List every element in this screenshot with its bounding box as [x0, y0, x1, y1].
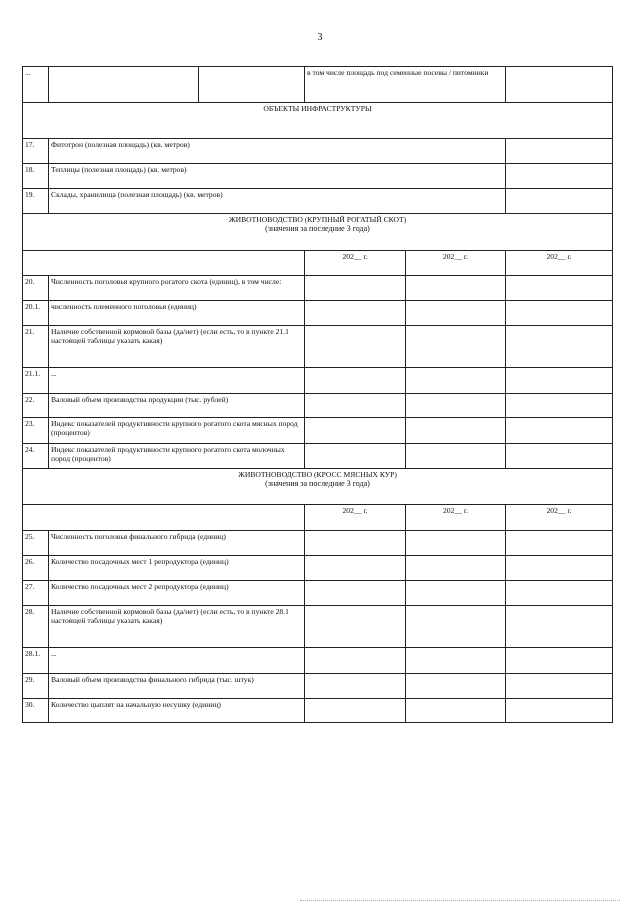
value-cell[interactable] — [305, 648, 406, 674]
value-cell[interactable] — [406, 326, 506, 368]
value-cell[interactable] — [305, 368, 406, 394]
value-cell[interactable] — [406, 394, 506, 418]
table-row — [23, 418, 613, 444]
row-label: Валовый объем производства финального гибрида (тыс. штук) — [49, 674, 305, 699]
year-header: 202__ г. — [506, 251, 613, 276]
section-title-infrastructure: ОБЪЕКТЫ ИНФРАСТРУКТУРЫ — [23, 103, 613, 139]
table-row — [23, 326, 613, 368]
section-title-cattle: ЖИВОТНОВОДСТВО (КРУПНЫЙ РОГАТЫЙ СКОТ) (значения за последние 3 года) — [23, 214, 613, 251]
year-header: 202__ г. — [506, 505, 613, 531]
row-number: ... — [23, 67, 49, 103]
row-label: Численность поголовья крупного рогатого скота (единиц), в том числе: — [49, 276, 305, 301]
value-cell[interactable] — [305, 418, 406, 444]
page-number: 3 — [317, 32, 323, 43]
row-number: 25. — [23, 531, 49, 556]
value-cell[interactable] — [406, 606, 506, 648]
value-cell[interactable] — [406, 674, 506, 699]
row-number: 27. — [23, 581, 49, 606]
table-row — [23, 276, 613, 301]
row-number: 23. — [23, 418, 49, 444]
row-number: 19. — [23, 189, 49, 214]
table-row — [23, 189, 613, 214]
row-number: 20.1. — [23, 301, 49, 326]
table-row — [23, 301, 613, 326]
empty-cell — [23, 251, 305, 276]
value-cell[interactable] — [305, 444, 406, 469]
value-cell[interactable] — [305, 581, 406, 606]
row-number: 30. — [23, 699, 49, 723]
value-cell[interactable] — [506, 368, 613, 394]
value-cell[interactable] — [506, 301, 613, 326]
table-row — [23, 444, 613, 469]
value-cell[interactable] — [406, 301, 506, 326]
value-cell[interactable] — [305, 276, 406, 301]
table-row — [23, 67, 613, 103]
value-cell[interactable] — [305, 394, 406, 418]
row-label: Индекс показателей продуктивности крупного рогатого скота молочных пород (процентов) — [49, 444, 305, 469]
row-number: 21. — [23, 326, 49, 368]
scan-edge-strip — [300, 900, 620, 904]
value-cell[interactable] — [406, 531, 506, 556]
row-label: Теплицы (полезная площадь) (кв. метров) — [49, 164, 506, 189]
row-number: 24. — [23, 444, 49, 469]
row-label: Наличие собственной кормовой базы (да/нет) (если есть, то в пункте 28.1 настоящей таблицы указать какая) — [49, 606, 305, 648]
section-subtitle: (значения за последние 3 года) — [265, 479, 370, 488]
table-row — [23, 674, 613, 699]
table-row — [23, 368, 613, 394]
value-cell[interactable] — [506, 276, 613, 301]
value-cell[interactable] — [406, 556, 506, 581]
value-cell[interactable] — [506, 531, 613, 556]
section-subtitle: (значения за последние 3 года) — [265, 224, 370, 233]
value-cell[interactable] — [406, 581, 506, 606]
row-label: численность племенного поголовья (единиц) — [49, 301, 305, 326]
value-cell[interactable] — [406, 276, 506, 301]
value-cell[interactable] — [406, 418, 506, 444]
value-cell[interactable] — [506, 581, 613, 606]
table-row — [23, 139, 613, 164]
table-row — [23, 606, 613, 648]
row-number: 20. — [23, 276, 49, 301]
row-label: Количество цыплят на начальную несушку (единиц) — [49, 699, 305, 723]
table-row — [23, 164, 613, 189]
value-cell[interactable] — [506, 699, 613, 723]
value-cell[interactable] — [506, 606, 613, 648]
row-number: 17. — [23, 139, 49, 164]
year-header: 202__ г. — [406, 505, 506, 531]
value-cell[interactable] — [305, 531, 406, 556]
value-cell[interactable] — [506, 67, 613, 103]
row-label: Численность поголовья финального гибрида (единиц) — [49, 531, 305, 556]
row-number: 18. — [23, 164, 49, 189]
value-cell[interactable] — [506, 674, 613, 699]
value-cell[interactable] — [506, 189, 613, 214]
value-cell[interactable] — [406, 444, 506, 469]
year-header: 202__ г. — [305, 505, 406, 531]
table-row — [23, 648, 613, 674]
value-cell[interactable] — [506, 418, 613, 444]
row-number: 21.1. — [23, 368, 49, 394]
empty-cell[interactable] — [49, 67, 199, 103]
row-label: ... — [49, 648, 305, 674]
value-cell[interactable] — [305, 301, 406, 326]
years-header-row — [23, 505, 613, 531]
row-label: Индекс показателей продуктивности крупного рогатого скота мясных пород (процентов) — [49, 418, 305, 444]
value-cell[interactable] — [305, 606, 406, 648]
year-header: 202__ г. — [305, 251, 406, 276]
value-cell[interactable] — [506, 394, 613, 418]
row-label: Количество посадочных мест 1 репродуктора (единиц) — [49, 556, 305, 581]
value-cell[interactable] — [506, 326, 613, 368]
row-number: 29. — [23, 674, 49, 699]
value-cell[interactable] — [305, 699, 406, 723]
value-cell[interactable] — [506, 164, 613, 189]
value-cell[interactable] — [305, 326, 406, 368]
empty-cell[interactable] — [199, 67, 305, 103]
row-label: Склады, хранилища (полезная площадь) (кв. метров) — [49, 189, 506, 214]
row-label: Фитотрон (полезная площадь) (кв. метров) — [49, 139, 506, 164]
value-cell[interactable] — [305, 674, 406, 699]
table-row — [23, 394, 613, 418]
table-row — [23, 531, 613, 556]
table-row — [23, 699, 613, 723]
form-table — [22, 66, 613, 723]
section-title-poultry: ЖИВОТНОВОДСТВО (КРОСС МЯСНЫХ КУР) (значения за последние 3 года) — [23, 469, 613, 505]
year-header: 202__ г. — [406, 251, 506, 276]
value-cell[interactable] — [506, 556, 613, 581]
row-label: Наличие собственной кормовой базы (да/нет) (если есть, то в пункте 21.1 настоящей таблицы указать какая) — [49, 326, 305, 368]
row-label: Количество посадочных мест 2 репродуктора (единиц) — [49, 581, 305, 606]
empty-cell — [23, 505, 305, 531]
row-number: 28. — [23, 606, 49, 648]
table-row — [23, 581, 613, 606]
value-cell[interactable] — [506, 444, 613, 469]
years-header-row — [23, 251, 613, 276]
row-label: в том числе площадь под семенные посевы / питомники — [305, 67, 506, 103]
row-label: ... — [49, 368, 305, 394]
value-cell[interactable] — [506, 648, 613, 674]
value-cell[interactable] — [406, 368, 506, 394]
value-cell[interactable] — [406, 699, 506, 723]
row-number: 26. — [23, 556, 49, 581]
row-number: 28.1. — [23, 648, 49, 674]
row-number: 22. — [23, 394, 49, 418]
value-cell[interactable] — [305, 556, 406, 581]
row-label: Валовый объем производства продукции (тыс. рублей) — [49, 394, 305, 418]
value-cell[interactable] — [506, 139, 613, 164]
table-row — [23, 556, 613, 581]
value-cell[interactable] — [406, 648, 506, 674]
